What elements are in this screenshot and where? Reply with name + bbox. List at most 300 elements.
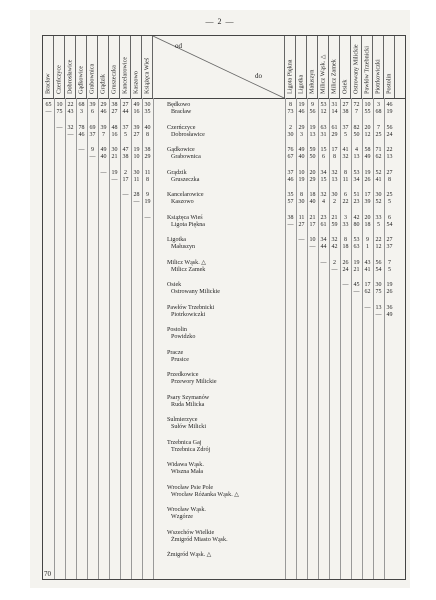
station-name: Bracław (171, 109, 192, 116)
distance-value (318, 289, 329, 296)
left-distance-cell (98, 192, 109, 206)
distance-value (318, 305, 329, 312)
distance-value (54, 192, 65, 199)
station-name-pair (167, 507, 206, 521)
distance-value: 30 (298, 199, 305, 205)
distance-value: 46 (100, 109, 107, 115)
distance-value (65, 192, 76, 199)
right-column-header (340, 36, 351, 98)
right-distance-cell (351, 282, 362, 296)
left-distance-cell (98, 147, 109, 161)
distance-value: 52 (375, 169, 382, 176)
from-label: od (175, 42, 182, 50)
distance-value: 26 (364, 176, 371, 183)
left-distance-cell (65, 147, 76, 161)
distance-value (65, 154, 76, 161)
distance-value: — (331, 266, 338, 273)
station-name: Grabownica (171, 154, 201, 161)
distance-value: 18 (364, 221, 371, 228)
station-name: Wrocław Psie Pole (167, 484, 214, 491)
right-distance-cell (340, 125, 351, 139)
column-header-label: Małuszyn (308, 69, 316, 94)
distance-value: 28 (133, 192, 140, 198)
left-distance-cell (76, 125, 87, 139)
distance-value (285, 282, 296, 289)
station-name: Wiszna Mała (171, 469, 204, 476)
left-distance-cell (87, 102, 98, 116)
distance-value: 20 (364, 124, 371, 131)
distance-value: 32 (331, 237, 338, 243)
distance-value: 23 (320, 214, 327, 221)
distance-value: 10 (309, 237, 316, 243)
left-distance-cell (43, 147, 54, 161)
distance-value: 7 (355, 109, 358, 115)
right-distance-cell (351, 305, 362, 319)
distance-value: 22 (67, 102, 74, 108)
distance-value (65, 199, 76, 206)
distance-value (329, 305, 340, 312)
distance-value: 19 (386, 282, 393, 288)
distance-value: 15 (320, 147, 327, 153)
distance-value: 37 (386, 244, 393, 250)
distance-value: — (144, 214, 151, 221)
distance-value: 67 (287, 154, 294, 160)
distance-value: — (298, 237, 305, 243)
distance-value (54, 215, 65, 222)
distance-value: 31 (320, 131, 327, 138)
distance-value: — (122, 192, 129, 198)
distance-value (43, 177, 54, 184)
distance-value (285, 267, 296, 274)
distance-value: — (100, 169, 107, 176)
right-distance-cell (318, 170, 329, 184)
distance-value: 22 (375, 237, 382, 243)
right-distance-cell (318, 102, 329, 116)
right-distance-cell (296, 125, 307, 139)
right-distance-cell (362, 237, 373, 251)
distance-value: 8 (333, 154, 336, 160)
right-distance-cell (318, 192, 329, 206)
distance-value (351, 305, 362, 312)
distance-value: 53 (320, 102, 327, 108)
distance-value: 9 (366, 237, 369, 243)
right-distance-cell (340, 215, 351, 229)
left-distance-cell (120, 192, 131, 206)
left-distance-cell (142, 125, 153, 139)
distance-value (54, 199, 65, 206)
distance-value: 10 (298, 169, 305, 176)
right-distance-cell (362, 125, 373, 139)
distance-value: — (320, 259, 327, 266)
distance-value: 63 (320, 124, 327, 131)
distance-value: 25 (386, 192, 393, 198)
distance-value: 6 (91, 109, 94, 115)
station-name: Grądzik (167, 169, 187, 176)
distance-value: 13 (309, 131, 316, 138)
distance-value: 78 (78, 124, 85, 131)
distance-value: 25 (375, 131, 382, 138)
distance-value (142, 222, 153, 229)
right-distance-cell (318, 125, 329, 139)
distance-value: 30 (331, 192, 338, 198)
distance-value: 2 (333, 199, 336, 205)
distance-value: 18 (309, 192, 316, 198)
distance-value: 39 (100, 124, 107, 131)
distance-value (340, 289, 351, 296)
right-distance-cell (285, 125, 296, 139)
distance-value: 37 (89, 131, 96, 138)
station-name: Ostrowany Milickie (171, 289, 220, 296)
distance-value: 8 (289, 102, 292, 108)
distance-value: 26 (386, 289, 393, 295)
distance-value: 37 (287, 169, 294, 176)
left-distance-cell (109, 125, 120, 139)
distance-value: 56 (375, 259, 382, 266)
document-page (30, 10, 410, 588)
distance-value (351, 312, 362, 319)
distance-value: 11 (144, 169, 151, 176)
right-column-header (285, 36, 296, 98)
distance-value: — (45, 109, 52, 115)
distance-value (318, 267, 329, 274)
right-distance-cell (318, 215, 329, 229)
distance-value: 17 (364, 282, 371, 288)
left-column-header (109, 36, 120, 98)
distance-value: 49 (364, 154, 371, 160)
distance-value (76, 170, 87, 177)
station-name: Piotrkowiczki (171, 311, 206, 318)
distance-value: 8 (388, 176, 391, 183)
distance-value (54, 132, 65, 139)
distance-value: 72 (353, 102, 360, 108)
column-header-label: Grądzik (99, 74, 107, 94)
distance-value: 75 (375, 289, 382, 295)
right-distance-cell (285, 305, 296, 319)
right-distance-cell (307, 305, 318, 319)
right-distance-cell (329, 237, 340, 251)
left-distance-cell (87, 170, 98, 184)
distance-value: 38 (287, 214, 294, 221)
right-distance-cell (329, 282, 340, 296)
left-distance-cell (76, 147, 87, 161)
distance-value (329, 289, 340, 296)
right-distance-cell (296, 282, 307, 296)
right-distance-cell (296, 102, 307, 116)
distance-value: — (375, 311, 382, 318)
left-distance-cell (109, 147, 120, 161)
distance-value (296, 289, 307, 296)
station-name: Wszechów Wielkie (167, 529, 215, 536)
distance-value: 3 (344, 214, 347, 221)
distance-value (43, 222, 54, 229)
right-distance-cell (318, 305, 329, 319)
distance-value: 3 (300, 131, 303, 138)
right-distance-cell (307, 125, 318, 139)
distance-value: 19 (111, 169, 118, 176)
station-name: Milicz Wąsk. △ (167, 259, 206, 266)
distance-value: 9 (91, 147, 94, 153)
right-distance-cell (362, 192, 373, 206)
right-distance-cell (318, 282, 329, 296)
station-name-pair (167, 372, 217, 386)
distance-value: 44 (122, 109, 129, 115)
left-distance-cell (109, 102, 120, 116)
distance-value (43, 170, 54, 177)
distance-value: 39 (364, 199, 371, 205)
station-name-pair (167, 305, 214, 319)
distance-value: 30 (287, 131, 294, 138)
distance-value (120, 215, 131, 222)
station-name: Psary Szymanów (167, 394, 210, 401)
distance-value (87, 192, 98, 199)
right-column-header (318, 36, 329, 98)
distance-value: 20 (364, 214, 371, 221)
station-name: Przewory Milickie (171, 379, 217, 386)
distance-value: 56 (309, 109, 316, 115)
distance-value: 76 (287, 147, 294, 153)
left-distance-cell (131, 147, 142, 161)
table-header (43, 36, 405, 99)
station-name-pair (167, 147, 201, 161)
station-name: Żmigród Wąsk. △ (167, 552, 212, 558)
distance-value: 7 (388, 259, 391, 266)
station-name: Pracze (167, 349, 184, 356)
distance-value: 17 (309, 221, 316, 228)
distance-value: 39 (89, 102, 96, 108)
left-distance-cell (109, 192, 120, 206)
left-distance-cell (87, 125, 98, 139)
distance-value: 16 (111, 131, 118, 138)
distance-value: 65 (45, 102, 52, 108)
distance-value: 32 (67, 124, 74, 131)
distance-value: 16 (133, 109, 140, 115)
distance-value: 22 (342, 199, 349, 205)
distance-value (43, 125, 54, 132)
column-header-label: Osiek (341, 79, 349, 94)
distance-value (285, 305, 296, 312)
left-distance-cell (120, 125, 131, 139)
right-distance-cell (373, 260, 384, 274)
distance-value: 41 (342, 147, 349, 153)
distance-value: 4 (355, 147, 358, 153)
distance-value: 63 (353, 244, 360, 250)
distance-value (54, 170, 65, 177)
distance-value: — (342, 282, 349, 288)
column-rule (296, 98, 297, 579)
distance-value: 33 (375, 214, 382, 221)
left-distance-cell (131, 192, 142, 206)
right-distance-cell (329, 305, 340, 319)
distance-value: 18 (342, 244, 349, 250)
left-distance-cell (65, 125, 76, 139)
distance-value (307, 289, 318, 296)
page-number: — 2 — (205, 17, 235, 26)
distance-value: — (287, 221, 294, 228)
distance-value: 6 (388, 214, 391, 221)
distance-value: 30 (375, 192, 382, 198)
distance-value: 21 (353, 266, 360, 273)
distance-value (307, 312, 318, 319)
distance-value: — (78, 147, 85, 153)
distance-value (54, 147, 65, 154)
station-name: Czerńczyce (167, 124, 196, 131)
distance-value (87, 177, 98, 184)
distance-value: 34 (320, 237, 327, 243)
distance-value: — (56, 124, 63, 131)
distance-value: 32 (320, 192, 327, 198)
right-distance-cell (362, 170, 373, 184)
distance-value (98, 215, 109, 222)
distance-value (76, 215, 87, 222)
right-distance-cell (285, 102, 296, 116)
distance-value: 8 (146, 176, 149, 183)
distance-value: 30 (375, 282, 382, 288)
distance-value (54, 154, 65, 161)
distance-value: 41 (375, 176, 382, 183)
left-distance-cell (54, 192, 65, 206)
distance-value: 1 (366, 244, 369, 250)
distance-value (285, 237, 296, 244)
distance-value: 52 (375, 199, 382, 205)
right-distance-cell (285, 215, 296, 229)
distance-value: 27 (133, 131, 140, 138)
column-rule (384, 98, 385, 579)
column-header-label: Grabownica (88, 63, 96, 94)
right-distance-cell (296, 147, 307, 161)
distance-value: 40 (100, 154, 107, 160)
column-rule (285, 98, 286, 579)
distance-value (87, 215, 98, 222)
distance-value: 75 (56, 109, 63, 115)
from-to-header (153, 36, 285, 98)
distance-value: 43 (67, 109, 74, 115)
right-distance-cell (307, 215, 318, 229)
left-column-header (131, 36, 142, 98)
distance-value: 5 (377, 221, 380, 228)
distance-value: 36 (386, 304, 393, 311)
station-name: Ligota Piękna (171, 221, 206, 228)
distance-value: 62 (375, 154, 382, 160)
distance-value (307, 260, 318, 267)
station-name-pair (167, 327, 195, 341)
right-distance-cell (351, 215, 362, 229)
distance-value: 19 (298, 102, 305, 108)
distance-value: 68 (375, 109, 382, 115)
right-column-header (329, 36, 340, 98)
right-distance-cell (340, 192, 351, 206)
distance-value: 15 (320, 176, 327, 183)
distance-value: 34 (353, 176, 360, 183)
station-name-pair (167, 552, 211, 559)
left-distance-cell (76, 102, 87, 116)
distance-value (307, 282, 318, 289)
distance-value (120, 199, 131, 206)
right-distance-cell (296, 170, 307, 184)
distance-value (43, 192, 54, 199)
station-name: Ruda Milicka (171, 401, 205, 408)
distance-value: 46 (78, 131, 85, 138)
column-rule (153, 98, 154, 579)
distance-value (109, 222, 120, 229)
column-rule (318, 98, 319, 579)
station-name: Prusice (171, 356, 189, 363)
distance-value: 21 (331, 214, 338, 221)
right-distance-cell (362, 102, 373, 116)
distance-value (98, 199, 109, 206)
column-rule (340, 98, 341, 579)
right-distance-cell (373, 147, 384, 161)
distance-value (76, 177, 87, 184)
station-name: Gądkowice (167, 147, 195, 153)
column-header-label: Piotrkowiczki (374, 59, 382, 94)
right-distance-cell (340, 282, 351, 296)
left-distance-cell (54, 215, 65, 229)
distance-value: 8 (146, 131, 149, 138)
right-distance-cell (307, 170, 318, 184)
right-distance-cell (362, 147, 373, 161)
distance-value: 13 (386, 154, 393, 160)
column-header-label: Książęca Wieś (143, 57, 151, 94)
station-name-pair (167, 192, 204, 206)
right-distance-cell (362, 215, 373, 229)
right-distance-cell (318, 237, 329, 251)
distance-value: 30 (133, 169, 140, 176)
distance-value: 11 (133, 176, 140, 183)
left-distance-cell (131, 170, 142, 184)
column-rule (76, 98, 77, 579)
distance-value: 8 (344, 237, 347, 243)
distance-value (109, 192, 120, 199)
distance-value (65, 177, 76, 184)
column-rule (131, 98, 132, 579)
distance-value: 58 (364, 147, 371, 153)
distance-value (43, 154, 54, 161)
distance-value: 49 (100, 147, 107, 153)
station-name: Trzebnica Zdrój (171, 446, 211, 453)
column-header-label: Kaszowo (132, 70, 140, 94)
right-distance-cell (340, 305, 351, 319)
right-column-header (296, 36, 307, 98)
distance-value: 42 (353, 214, 360, 221)
distance-value: 54 (375, 266, 382, 273)
distance-value: 21 (309, 214, 316, 221)
right-distance-cell (384, 305, 395, 319)
right-distance-cell (307, 102, 318, 116)
distance-value: 31 (331, 102, 338, 108)
left-distance-cell (76, 215, 87, 229)
distance-value: 4 (322, 199, 325, 205)
station-name: Małuszyn (171, 244, 196, 251)
station-name: Trzebnica Gaj (167, 439, 202, 446)
right-distance-cell (351, 102, 362, 116)
distance-value: 32 (331, 169, 338, 176)
right-distance-cell (329, 170, 340, 184)
distance-value (285, 260, 296, 267)
right-distance-cell (296, 215, 307, 229)
distance-value: 26 (342, 259, 349, 266)
distance-value: — (67, 131, 74, 138)
distance-value: 37 (342, 124, 349, 131)
distance-value: 19 (309, 124, 316, 131)
distance-value: 61 (331, 124, 338, 131)
right-distance-cell (340, 260, 351, 274)
left-column-header (65, 36, 76, 98)
column-header-label: Postolin (385, 73, 393, 94)
distance-value (285, 312, 296, 319)
right-distance-cell (351, 192, 362, 206)
right-distance-cell (351, 260, 362, 274)
left-column-header (87, 36, 98, 98)
